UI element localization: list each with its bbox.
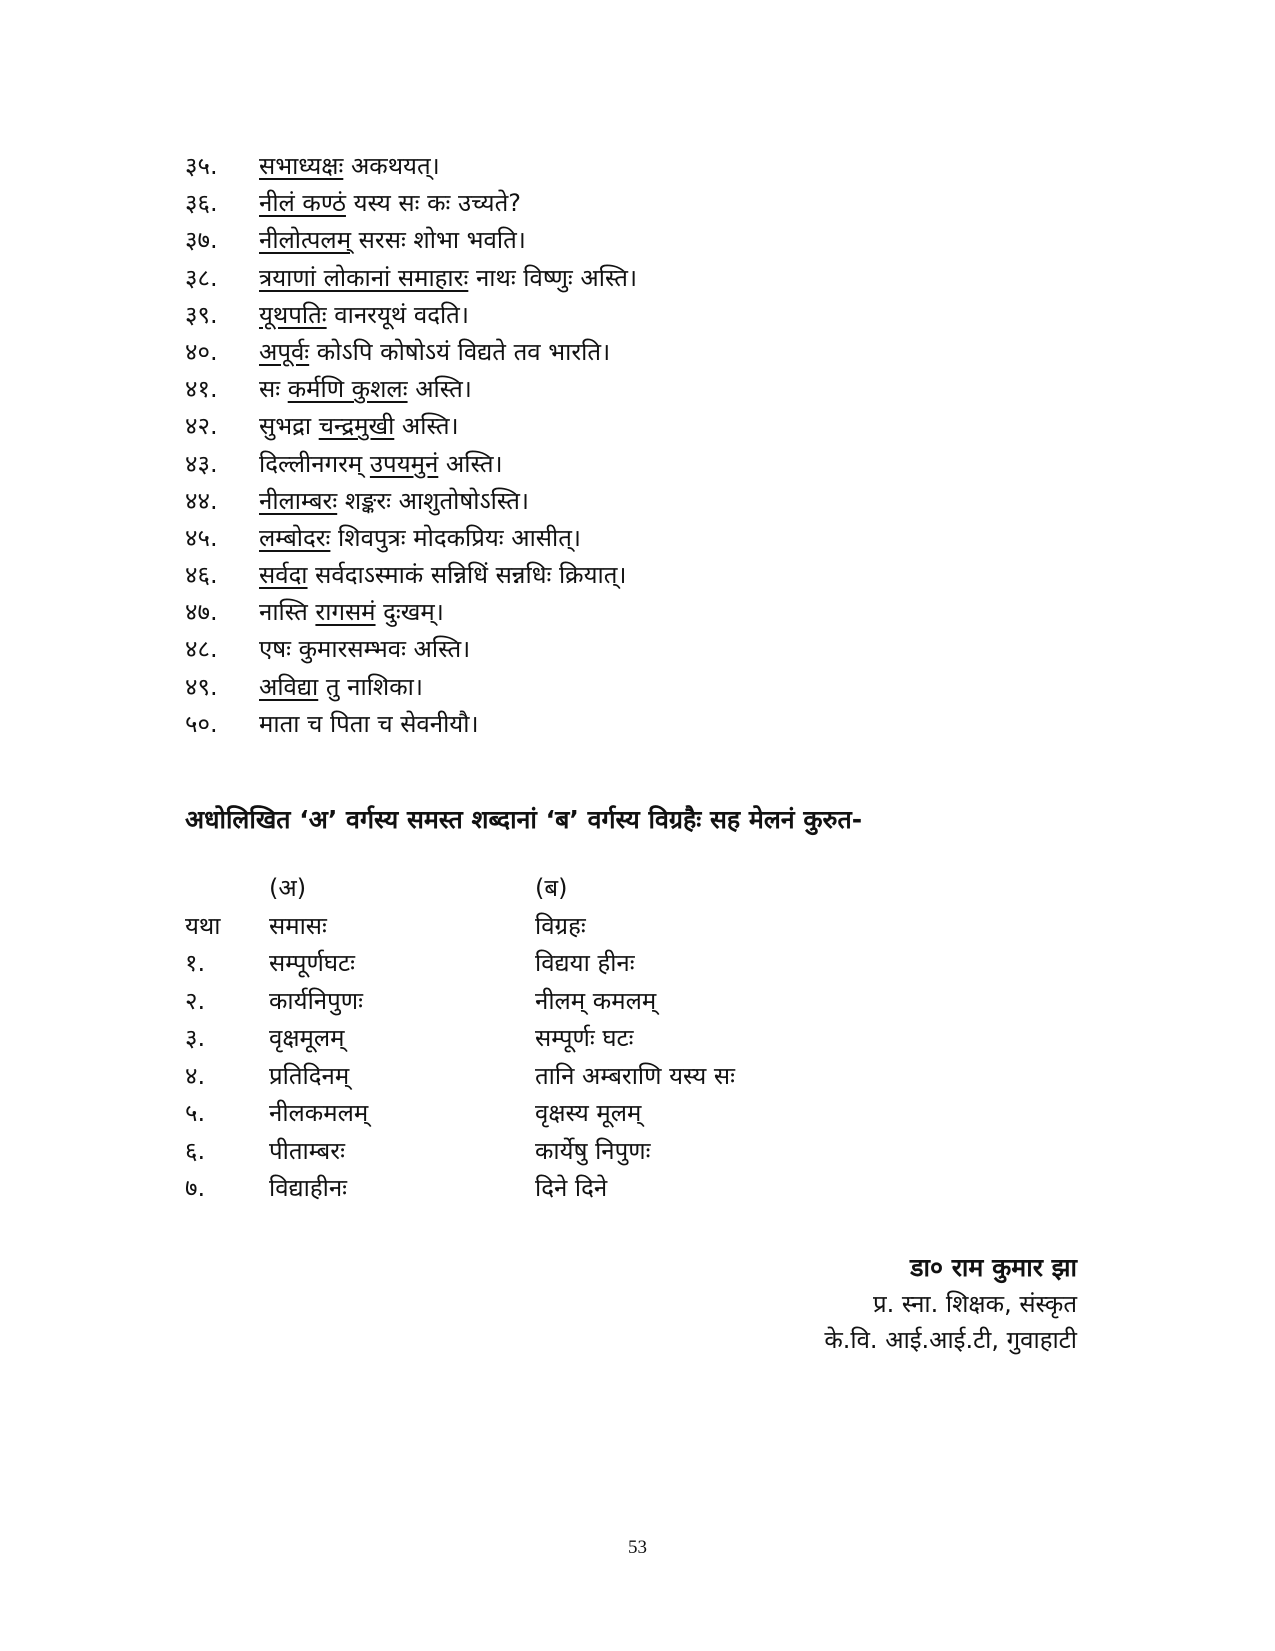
- sentence-text: एषः कुमारसम्भवः अस्ति।: [259, 635, 471, 664]
- author-name: डा० राम कुमार झा: [910, 1253, 1077, 1282]
- sentence-text: सर्वदाऽस्माकं सन्निधिं सन्नधिः क्रियात्।: [307, 561, 627, 590]
- sentence-text: शङ्करः आशुतोषोऽस्ति।: [337, 486, 530, 515]
- column-b-cell: नीलम् कमलम्: [535, 986, 657, 1015]
- row-index: ७.: [185, 1174, 206, 1202]
- row-index: ५.: [185, 1099, 206, 1127]
- exercise-item: [185, 297, 1085, 334]
- column-a-cell: समासः: [269, 911, 327, 940]
- sentence-text: शिवपुत्रः मोदकप्रियः आसीत्।: [330, 523, 582, 552]
- underlined-compound: अविद्या: [259, 672, 319, 701]
- column-b-cell: सम्पूर्णः घटः: [535, 1024, 634, 1052]
- exercise-number: ३६.: [185, 189, 218, 218]
- exercise-number: ३७.: [185, 226, 218, 255]
- exercise-number: ३९.: [185, 300, 218, 329]
- column-a-cell: पीताम्बरः: [269, 1136, 345, 1165]
- sentence-text: अस्ति।: [438, 449, 503, 478]
- exercise-item: [185, 260, 1085, 297]
- column-b-cell: विद्यया हीनः: [535, 949, 635, 977]
- column-a-cell: विद्याहीनः: [269, 1174, 348, 1202]
- exercise-item: [185, 371, 1085, 408]
- underlined-compound: सभाध्यक्षः: [259, 152, 344, 180]
- exercise-number: ४०.: [185, 337, 218, 366]
- exercise-item: [185, 669, 1085, 706]
- underlined-compound: कर्मणि कुशलः: [287, 375, 408, 404]
- sentence-text: वानरयूथं वदति।: [326, 300, 469, 329]
- exercise-number: ३५.: [185, 152, 218, 180]
- sentence-text: अकथयत्।: [343, 152, 440, 180]
- underlined-compound: त्रयाणां लोकानां समाहारः: [259, 263, 469, 292]
- underlined-compound: नीलाम्बरः: [259, 486, 338, 515]
- sentence-text: यस्य सः कः उच्यते?: [345, 189, 521, 218]
- underlined-compound: चन्द्रमुखी: [318, 412, 395, 441]
- author-designation: प्र. स्ना. शिक्षक, संस्कृत: [873, 1290, 1077, 1318]
- column-a-cell: वृक्षमूलम्: [269, 1024, 345, 1052]
- author-institution: के.वि. आई.आई.टी, गुवाहाटी: [824, 1326, 1077, 1354]
- sentence-text: कोऽपि कोषोऽयं विद्यते तव भारति।: [309, 337, 611, 366]
- column-b-header: (ब): [535, 874, 568, 902]
- exercise-number: ३८.: [185, 263, 218, 292]
- column-a-cell: नीलकमलम्: [269, 1099, 369, 1127]
- exercise-number: ४१.: [185, 375, 218, 404]
- column-b-cell: तानि अम्बराणि यस्य सः: [535, 1061, 736, 1090]
- row-index: १.: [185, 949, 206, 977]
- row-index: ४.: [185, 1061, 206, 1090]
- underlined-compound: लम्बोदरः: [259, 523, 331, 552]
- row-index: ६.: [185, 1136, 206, 1165]
- exercise-number: ४४.: [185, 486, 218, 515]
- exercise-item: [185, 594, 1085, 631]
- sentence-text: दिल्लीनगरम्: [259, 449, 370, 478]
- exercise-item: [185, 557, 1085, 594]
- exercise-number: ४५.: [185, 523, 218, 552]
- exercise-number: ४६.: [185, 561, 218, 590]
- column-b-cell: वृक्षस्य मूलम्: [535, 1099, 642, 1127]
- sentence-text: अस्ति।: [407, 375, 472, 404]
- instruction-heading: अधोलिखित ‘अ’ वर्गस्य समस्त शब्दानां ‘ब’ वर्गस्य विग्रहैः सह मेलनं कुरुत-: [185, 805, 863, 834]
- exercise-item: [185, 446, 1085, 483]
- page-number: 53: [628, 1537, 647, 1558]
- signature-block: [824, 1250, 1077, 1358]
- row-index: ३.: [185, 1024, 206, 1052]
- exercise-number: ४२.: [185, 412, 218, 441]
- column-b-cell: कार्येषु निपुणः: [535, 1136, 651, 1165]
- exercise-item: [185, 408, 1085, 445]
- column-b-cell: दिने दिने: [535, 1174, 608, 1202]
- underlined-compound: नीलं कण्ठं: [259, 189, 346, 218]
- exercise-item: [185, 706, 1085, 743]
- exercise-item: [185, 520, 1085, 557]
- column-a-cell: कार्यनिपुणः: [269, 986, 363, 1015]
- exercise-number: ४३.: [185, 449, 218, 478]
- exercise-item: [185, 334, 1085, 371]
- sentence-text: तु नाशिका।: [318, 672, 423, 701]
- sentence-text: नाथः विष्णुः अस्ति।: [468, 263, 638, 292]
- row-index: २.: [185, 986, 206, 1015]
- column-b-cell: विग्रहः: [535, 911, 586, 940]
- exercise-number: ४७.: [185, 598, 218, 627]
- sentence-text: नास्ति: [259, 598, 316, 627]
- column-a-cell: प्रतिदिनम्: [269, 1061, 350, 1090]
- underlined-compound: रागसमं: [315, 598, 376, 627]
- sentence-text: दुःखम्।: [375, 598, 444, 627]
- underlined-compound: सर्वदा: [259, 561, 308, 590]
- exercise-item: [185, 185, 1085, 222]
- underlined-compound: नीलोत्पलम्: [259, 226, 352, 255]
- exercise-number: ५०.: [185, 709, 218, 738]
- exercise-item: [185, 483, 1085, 520]
- exercise-item: [185, 148, 1085, 185]
- column-a-header: (अ): [269, 874, 307, 902]
- sentence-text: सुभद्रा: [259, 412, 319, 441]
- underlined-compound: अपूर्वः: [259, 337, 310, 366]
- sentence-text: सरसः शोभा भवति।: [351, 226, 526, 255]
- underlined-compound: यूथपतिः: [259, 300, 327, 329]
- column-a-cell: सम्पूर्णघटः: [269, 949, 355, 977]
- sentence-text: सः: [259, 375, 288, 404]
- row-index: यथा: [185, 911, 221, 940]
- exercise-list: [185, 148, 1085, 743]
- exercise-number: ४८.: [185, 635, 218, 664]
- exercise-item: [185, 631, 1085, 668]
- exercise-number: ४९.: [185, 672, 218, 701]
- sentence-text: माता च पिता च सेवनीयौ।: [259, 709, 479, 738]
- exercise-item: [185, 222, 1085, 259]
- sentence-text: अस्ति।: [394, 412, 459, 441]
- underlined-compound: उपयमुनं: [369, 449, 439, 478]
